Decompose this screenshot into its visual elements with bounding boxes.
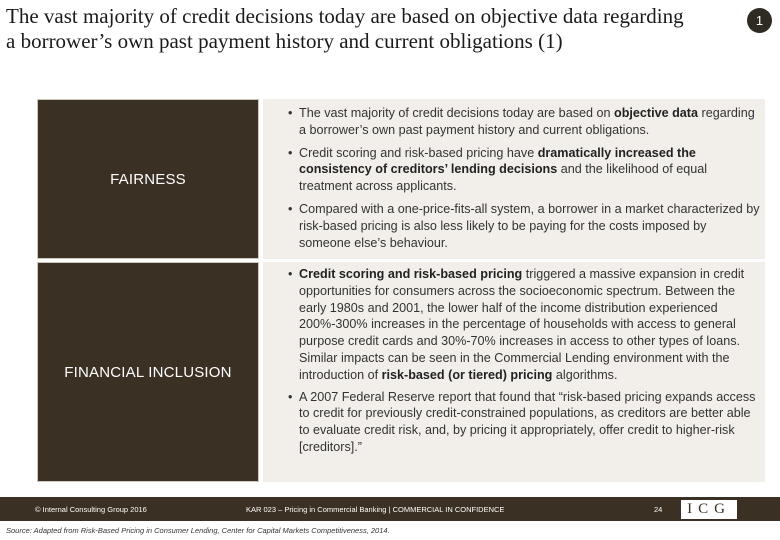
footer-copyright: © Internal Consulting Group 2016 xyxy=(35,505,147,514)
bullet-dot-icon: • xyxy=(288,267,293,281)
bullet-emphasis: objective data xyxy=(614,106,699,120)
financial-inclusion-bullet-list xyxy=(263,266,765,456)
icg-logo: ICG xyxy=(681,500,737,519)
source-note: Source: Adapted from Risk-Based Pricing in Consumer Lending, Center for Capital Markets Competitiveness, 2014. xyxy=(6,526,390,535)
bullet-emphasis: dramatically increased the consistency of creditors’ lending decisions xyxy=(299,145,696,177)
bullet-text: algorithms. xyxy=(552,367,618,382)
bullet-item xyxy=(263,145,765,195)
bullet-dot-icon: • xyxy=(288,201,293,216)
bullet-emphasis: risk-based (or tiered) pricing xyxy=(381,367,553,382)
bullet-item xyxy=(263,389,765,456)
bullet-item xyxy=(263,266,765,384)
section-label-fairness: FAIRNESS xyxy=(37,99,259,259)
financial-inclusion-panel xyxy=(263,262,765,482)
bullet-item xyxy=(263,105,765,139)
bullet-dot-icon: • xyxy=(288,145,293,160)
bullet-dot-icon: • xyxy=(288,106,293,120)
bullet-text: Credit scoring and risk-based pricing have xyxy=(299,145,538,160)
bullet-text: triggered a massive expansion in credit opportunities for consumers across the socioeconomic spectrum. Between the early 1980s and 2001, the lower half of the income distribution experienced 200%-300% increases in the percentage of households with access to general purpose credit cards and 30%-70% increases in access to other types of loans. Similar impacts can be seen in the Commercial Lending environment with the introduction of xyxy=(299,267,745,382)
section-label-financial-inclusion: FINANCIAL INCLUSION xyxy=(37,262,259,482)
bullet-item xyxy=(263,201,765,251)
page-number-badge: 1 xyxy=(747,8,772,33)
bullet-text: regarding a borrower’s own past payment history and current obligations. xyxy=(299,106,755,137)
bullet-text: Compared with a one-price-fits-all system, a borrower in a market characterized by risk-based pricing is also less likely to be paying for the costs imposed by someone else’s behaviour. xyxy=(299,201,760,250)
bullet-dot-icon: • xyxy=(288,389,293,404)
footer-page-number: 24 xyxy=(654,505,663,514)
bullet-text: and the likelihood of equal treatment across applicants. xyxy=(299,162,708,194)
bullet-text: The vast majority of credit decisions today are based on xyxy=(299,106,615,120)
footer-document-title: KAR 023 – Pricing in Commercial Banking | COMMERCIAL IN CONFIDENCE xyxy=(246,505,505,514)
bullet-emphasis: Credit scoring and risk-based pricing xyxy=(299,267,523,281)
bullet-text: A 2007 Federal Reserve report that found that “risk-based pricing expands access to credit for previously credit-constrained populations, as creditors are better able to evaluate credit risk, and, by pricing it appropriately, offer credit to higher-risk [creditors].” xyxy=(299,389,756,454)
slide-title: The vast majority of credit decisions today are based on objective data regarding a borrower’s own past payment history and current obligations (1) xyxy=(6,4,684,53)
fairness-panel xyxy=(263,99,765,259)
fairness-bullet-list xyxy=(263,105,765,251)
